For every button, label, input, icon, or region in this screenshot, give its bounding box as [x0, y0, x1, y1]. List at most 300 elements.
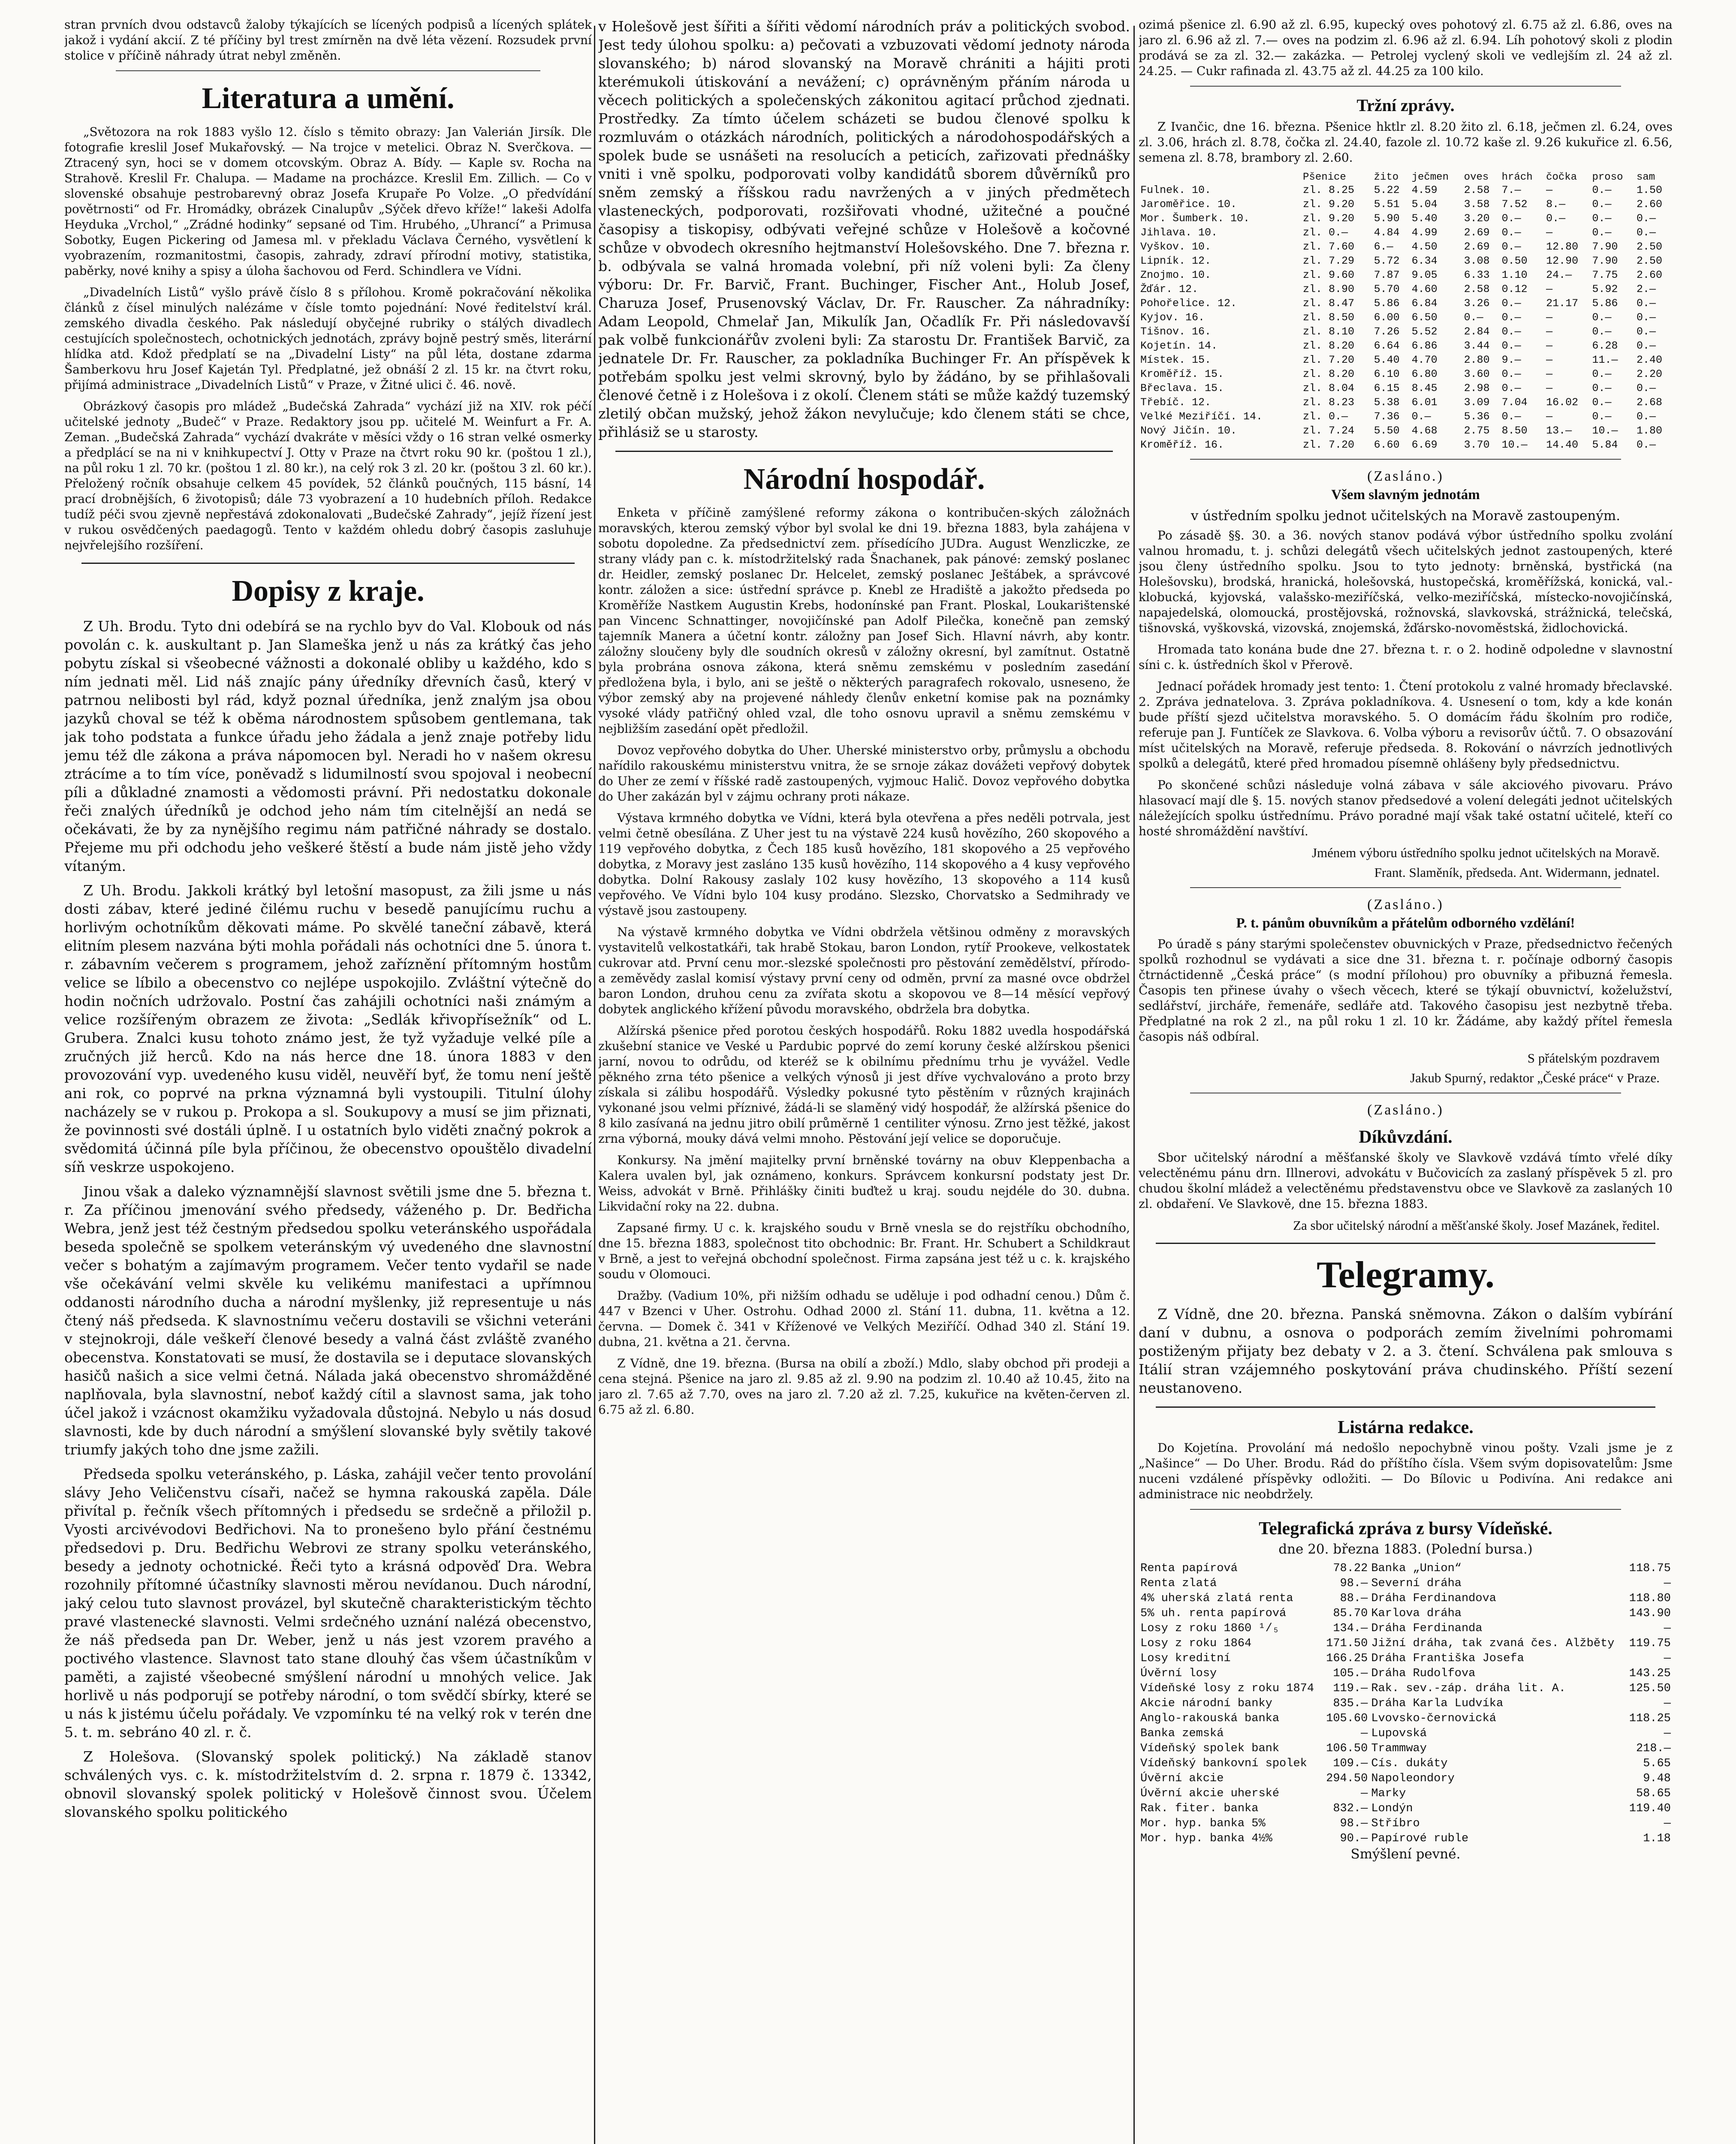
table-cell: 5.70	[1374, 283, 1400, 295]
bursa-table	[1139, 1561, 1673, 1846]
table-cell: 7.26	[1374, 325, 1400, 338]
table-cell: 13.—	[1546, 425, 1572, 437]
bursa-item-name: Karlova dráha	[1371, 1607, 1462, 1620]
table-cell: —	[1546, 325, 1553, 338]
section-title-trzni-zpravy: Tržní zprávy.	[1356, 96, 1455, 115]
paragraph: Z Vídně, dne 20. března. Panská sněmovna. Zákon o dalším vybírání daní v dubnu, a osnova o podporách zemím živelními pohromami postiženým přijaty bez debaty v 2. a 3. čtení. Schválena pak smlouva s Itálií stran vzájemného poskytování práva chudinského. Příští sezení neustanoveno.	[1139, 1306, 1673, 1396]
table-cell: zl. 8.04	[1303, 382, 1355, 394]
table-cell: 1.50	[1636, 184, 1662, 196]
table-cell: 0.—	[1636, 226, 1656, 239]
table-cell: 24.—	[1546, 269, 1572, 281]
market-prices-table	[1139, 172, 1673, 452]
bursa-item-name: Londýn	[1371, 1802, 1413, 1815]
table-cell: 11.—	[1592, 354, 1618, 366]
signature: Frant. Slaměník, předseda. Ant. Widermann, jednatel.	[1374, 865, 1660, 880]
signature: Za sbor učitelský národní a měšťanské školy. Josef Mazánek, ředitel.	[1293, 1218, 1660, 1233]
table-row	[1139, 296, 1673, 310]
table-cell: 6.69	[1411, 439, 1438, 451]
table-cell: 0.—	[1501, 410, 1521, 423]
notice-subheading: v ústředním spolku jednot učitelských na Moravě zastoupeným.	[1190, 508, 1621, 524]
table-cell: Kroměříž. 16.	[1140, 439, 1224, 451]
paragraph: Z Uh. Brodu. Tyto dni odebírá se na rychlo byv do Val. Klobouk od nás povolán c. k. auskultant p. Jan Slameška jenž u nás za krátký čas jeho pobytu získal si všeobecné vážnosti a dokonalé obliby u každého, kdo s ním jednati měl. Lid náš znajíc pány úředníky dřevních časů, který v patrnou nelibosti byl rád, když poznal úředníka, jenž znalým jsa obou jazyků choval se též k oběma národnostem spůsobem gentlemana, tak jak toho podstata a funkce úřadu jeho žádala a jenž znaje potřeby lidu jemu též dle zákona a práva nápomocen byl. Neradi ho v našem okresu ztrácíme a to tím více, poněvadž s lidumilností svou spojoval i neobecní píli a důkladné znamosti a vědomosti právní. Při nedostatku dokonale řeči znalých úředníků je odchod jeho nám tím citelnější an nedá se očekávati, že by za nynějšího regimu nám patřičné náhrady se dostalo. Přejeme mu při odchodu jeho veškeré štěstí a bude nám jistě jeho vždy vítaným.	[64, 618, 592, 874]
table-cell: —	[1546, 226, 1553, 239]
table-cell: 3.09	[1464, 396, 1490, 409]
bursa-item-value: —	[1361, 1787, 1368, 1800]
bursa-item-name: Severní dráha	[1371, 1577, 1462, 1590]
paragraph: Po skončené schůzi následuje volná zábava v sále akciového pivovaru. Právo hlasovací mají dle §. 15. nových stanov předsedové a volení delegáti jednot učitelských náležejících spolku ústřednímu. Právo poradné mají však také ostatní učitelé, kteří co hosté shromáždění navštíví.	[1139, 778, 1673, 838]
table-cell: 0.—	[1592, 212, 1612, 225]
bursa-item-value: 118.75	[1629, 1562, 1671, 1575]
table-cell: 0.—	[1636, 311, 1656, 324]
table-cell: 5.04	[1411, 198, 1438, 211]
table-row	[1139, 339, 1673, 353]
bursa-item-value: 835.—	[1333, 1697, 1368, 1710]
table-cell: Pohořelice. 12.	[1140, 297, 1237, 310]
table-cell: 0.—	[1464, 311, 1483, 324]
table-cell: 2.50	[1636, 255, 1662, 267]
bursa-item-value: 166.25	[1326, 1652, 1368, 1665]
table-row	[1139, 1561, 1673, 1576]
table-cell: 5.40	[1411, 212, 1438, 225]
bursa-item-value: 171.50	[1326, 1637, 1368, 1650]
table-cell: 2.58	[1464, 184, 1490, 196]
table-cell: 0.—	[1501, 368, 1521, 380]
table-cell: 10.—	[1592, 425, 1618, 437]
signature: S přátelským pozdravem	[1527, 1051, 1660, 1066]
divider	[1190, 1509, 1621, 1510]
table-header-cell: proso	[1592, 172, 1623, 183]
table-cell: 7.75	[1592, 269, 1618, 281]
table-cell: 0.—	[1501, 226, 1521, 239]
paragraph: Na výstavě krmného dobytka ve Vídni obdržela většinou odměny z moravských vystavitelů velkostatkáři, tak hrabě Stokau, baron London, rytíř Prookeve, velkostatek cukrovar atd. První cenu mor.-slezské společnosti pro pěstování zemědělství, přírodo- a zeměvědy zaslal komisí výstavy první ceny od odměn, první za masné ovce obdržel baron London, druhou cenu za zvířata skotu a skopovou ve 8—14 měsící vepřový dobytek anglického křížení původu moravského, obdržela bra dobytka.	[598, 925, 1130, 1016]
table-cell: zl. 8.50	[1303, 311, 1355, 324]
article-continuation: stran prvních dvou odstavců žaloby týkajících se lícených podpisů a lícených splátek jakož i vydání akcií. Z té příčiny byl trest zmírněn na dvě léta vězení. Rozsudek první stolice v příčině náhrady útrat nebyl změněn.	[64, 18, 592, 63]
table-cell: zl. 8.47	[1303, 297, 1355, 310]
table-cell: —	[1546, 283, 1553, 295]
table-cell: 3.20	[1464, 212, 1490, 225]
bursa-item-value: 118.80	[1629, 1592, 1671, 1605]
table-cell: —	[1546, 311, 1553, 324]
table-header-cell: žito	[1374, 172, 1399, 183]
bursa-item-value: 294.50	[1326, 1772, 1368, 1785]
paragraph: Z Holešova. (Slovanský spolek politický.) Na základě stanov schválených vys. c. k. místodržitelstvím d. 2. srpna r. 1879 č. 13342, obnovil slovanský spolek politický v Holešově činnost svou. Účelem slovanského spolku politického	[64, 1748, 592, 1820]
bursa-item-value: 832.—	[1333, 1802, 1368, 1815]
table-header-cell: ječmen	[1411, 172, 1449, 183]
table-row	[1139, 226, 1673, 240]
section-title-listarna: Listárna redakce.	[1338, 1418, 1474, 1437]
table-cell: Místek. 15.	[1140, 354, 1212, 366]
table-cell: 0.—	[1501, 212, 1521, 225]
notice-heading: Díkůvzdání.	[1359, 1127, 1453, 1147]
table-cell: 7.36	[1374, 410, 1400, 423]
table-cell: 14.40	[1546, 439, 1579, 451]
table-row	[1139, 1756, 1673, 1771]
table-row	[1139, 1726, 1673, 1741]
table-row	[1139, 240, 1673, 254]
table-row	[1139, 410, 1673, 424]
divider	[1156, 1243, 1655, 1244]
table-cell: 6.80	[1411, 368, 1438, 380]
table-cell: 6.28	[1592, 340, 1618, 352]
table-row	[1139, 1666, 1673, 1681]
bursa-item-value: 9.48	[1643, 1772, 1671, 1785]
table-row	[1139, 1576, 1673, 1591]
table-cell: 5.50	[1374, 425, 1400, 437]
table-cell: 7.87	[1374, 269, 1400, 281]
table-cell: 9.05	[1411, 269, 1438, 281]
table-row	[1139, 1651, 1673, 1666]
bursa-item-name: 5% uh. renta papírová	[1140, 1607, 1287, 1620]
table-row	[1139, 325, 1673, 339]
table-row	[1139, 1771, 1673, 1786]
table-cell: Lipník. 12.	[1140, 255, 1212, 267]
table-cell: 9.—	[1501, 354, 1521, 366]
bursa-item-value: —	[1664, 1817, 1671, 1830]
table-cell: Břeclava. 15.	[1140, 382, 1224, 394]
bursa-item-name: Banka „Union“	[1371, 1562, 1462, 1575]
table-cell: 3.26	[1464, 297, 1490, 310]
paragraph: Předseda spolku veteránského, p. Láska, zahájil večer tento provolání slávy Jeho Veličenstvu císaři, načež se hymna rakouská zapěla. Dále přivítal p. řečník všech přítomných i předsedu se srdečně a přiložil p. Vyosti arcivévodovi Bedřichovi. Na to pronešeno bylo přání čestnému předsedovi p. Dru. Bedřichu Webrovi ze strany spolku veteránského, besedy a jednoty ochotnické. Řeči tyto a krásná odpověď Dra. Webra rozohnily přítomné účastníky slavnosti měrou nevídanou. Duch národní, jaký celou tuto slavnost provázel, byl skutečně charakteristickým těchto pravé vlastenecké slavnosti. Velmi srdečného uznání nalézá obecenstvo, že náš předseda pan Dr. Weber, jenž u nás jest vzorem pravého a poctivého vlastence. Slavnost tato stane dlouhý čas všem účastníkům v paměti, a zajisté všeobecné smýšlení národní u mnohých velice. Jak horlivě u nás podporují se potřeby národní, o tom svědčí sbírky, které se u nás k jistému účelu pořádaly. Ve vzpomínku té na velký rok v terén dne 5. t. m. sebráno 40 zl. r. č.	[64, 1466, 592, 1740]
table-cell: 6.15	[1374, 382, 1400, 394]
bursa-item-name: Mor. hyp. banka 4½%	[1140, 1832, 1272, 1845]
section-title-dopisy: Dopisy z kraje.	[232, 575, 425, 608]
table-cell: 2.—	[1636, 283, 1656, 295]
table-cell: 6.10	[1374, 368, 1400, 380]
table-header-cell: oves	[1464, 172, 1489, 183]
bursa-item-value: 88.—	[1340, 1592, 1368, 1605]
table-cell: zl. 9.20	[1303, 198, 1355, 211]
table-cell: 6.33	[1464, 269, 1490, 281]
table-cell: Třebíč. 12.	[1140, 396, 1212, 409]
table-row	[1139, 211, 1673, 226]
table-cell: 0.—	[1411, 410, 1431, 423]
bursa-item-name: Úvěrní akcie uherské	[1140, 1787, 1280, 1800]
table-cell: 5.51	[1374, 198, 1400, 211]
table-cell: zl. 8.20	[1303, 340, 1355, 352]
bursa-item-value: 85.70	[1333, 1607, 1368, 1620]
table-cell: 0.—	[1636, 439, 1656, 451]
table-cell: 0.—	[1592, 325, 1612, 338]
bursa-item-name: Marky	[1371, 1787, 1406, 1800]
bursa-item-name: Lvovsko-černovická	[1371, 1712, 1496, 1725]
table-cell: 2.50	[1636, 241, 1662, 253]
table-row	[1139, 1621, 1673, 1636]
table-cell: 5.52	[1411, 325, 1438, 338]
table-cell: 0.—	[1501, 311, 1521, 324]
table-cell: 0.—	[1636, 212, 1656, 225]
bursa-item-name: Papírové ruble	[1371, 1832, 1469, 1845]
bursa-item-name: Lupovská	[1371, 1727, 1427, 1740]
bursa-item-value: 105.60	[1326, 1712, 1368, 1725]
paragraph: Do Kojetína. Provolání má nedošlo nepochybně vinou pošty. Vzali jsme je z „Našince“ — Do Uher. Brodu. Rád do příštího čísla. Všem svým dopisovatelům: Jsme nuceni vzdálené příspěvky odložiti. — Do Bílovic u Podivína. Ani redakce ani administrace nic neobdržely.	[1139, 1441, 1673, 1501]
table-row	[1139, 1711, 1673, 1726]
table-row	[1139, 353, 1673, 367]
bursa-item-value: —	[1664, 1697, 1671, 1710]
divider	[615, 451, 1113, 452]
notice-heading: P. t. pánům obuvníkům a přátelům odborného vzdělání!	[1236, 915, 1575, 931]
paragraph: Konkursy. Na jmění majitelky první brněnské továrny na obuv Kleppenbacha a Kalera uvalen byl, jak oznámeno, konkurs. Správcem konkursní podstaty jest Dr. Weiss, advokát v Brně. Přihlášky činiti buďtež u kraj. soudu nejdéle do 30. dubna. Likvidační roky na 22. dubna.	[598, 1153, 1130, 1214]
table-cell: zl. 8.25	[1303, 184, 1355, 196]
paragraph: Alžírská pšenice před porotou českých hospodářů. Roku 1882 uvedla hospodářská zkušební stanice ve Veské u Pardubic poprvé do zemí koruny české alžírskou pšenici jarní, novou to odrůdu, od kteréž se k obilnímu přednímu trhu je vyvážel. Vedle pěkného zrna této pšenice a velkých výnosů ji jest dříve vychvalováno a proto brzy získala si zálibu hospodářů. Výsledky pokusné tyto pěstěním v různých krajinách vykonané jsou velmi příznivé, žádá-li se slaměný vidý hospodář, že alžírská pšenice do 8 kilo zasívaná na jednu jitro obilí průměrně 1 centiliter výnosu. Zrno jest těžké, jakost zrna výborná, mouky dává velmi mnoho. Pěstování její velice se doporučuje.	[598, 1024, 1130, 1146]
signature: Jakub Spurný, redaktor „České práce“ v Praze.	[1410, 1070, 1660, 1085]
paragraph: Obrázkový časopis pro mládež „Budečská Zahrada“ vychází již na XIV. rok péčí učitelské jednoty „Budeč“ v Praze. Redaktory jsou pp. učitelé M. Weinfurt a Fr. A. Zeman. „Budečská Zahrada“ vychází dvakráte v měsíci vždy o 16 stran velké osmerky a předplácí se na ni v knihkupectví J. Otty v Praze na čtvrt roku 90 kr. (poštou 1 zl.), na půl roku 1 zl. 70 kr. (poštou 1 zl. 80 kr.), na celý rok 3 zl. 20 kr. (poštou 3 zl. 60 kr.). Přeložený ročník obsahuje celkem 45 povídek, 52 článků poučných, 115 básní, 14 prací drobnějších, 6 životopisů; dále 73 vyobrazení a 10 hudebních příloh. Redakce tudíž péči svou zjevně nepřestává zdokonalovati „Budečské Zahrady“, jejíž řízení jest v rukou osvědčených paedagogů. Tento v každém ohledu dobrý časopis zasluhuje nejvřelejšího rozšíření.	[64, 399, 592, 552]
table-cell: 3.60	[1464, 368, 1490, 380]
zaslano-label: (Zasláno.)	[1367, 897, 1444, 912]
table-cell: 2.20	[1636, 368, 1662, 380]
table-cell: 2.60	[1636, 198, 1662, 211]
table-cell: Nový Jičín. 10.	[1140, 425, 1237, 437]
table-cell: 6.60	[1374, 439, 1400, 451]
notice-heading: Všem slavným jednotám	[1331, 487, 1480, 503]
bursa-item-value: 105.—	[1333, 1667, 1368, 1680]
bursa-item-name: Anglo-rakouská banka	[1140, 1712, 1280, 1725]
table-cell: 5.36	[1464, 410, 1490, 423]
table-cell: 0.12	[1501, 283, 1528, 295]
bursa-date: dne 20. března 1883. (Polední bursa.)	[1278, 1542, 1533, 1557]
paragraph: Enketa v příčině zamýšlené reformy zákona o kontribučen-ských záložnách moravských, kterou zemský výbor byl svolal ke dni 19. března 1883, byla zahájena v sobotu dopoledne. Za předsednictví zem. přísedícího JUDra. August Wenzliczke, ze strany vlády pan c. k. místodržitelský rada Šnachanek, pak pánové: zemský poslanec dr. Heidler, zemský poslanec Dr. Helcelet, zemský poslanec Ještábek, a správcové kontr. záložen a sice: ústřední správce p. Knebl ze Hradiště a jakožto předseda po Kroměříže Nastkem Augustin Krebs, hodonínské pan Frant. Ploskal, Loukarištenské pan Vincenc Schnattinger, novojičínské pan Adolf Pilečka, konečně pan zemský tajemník Manera a účetní kontr. záložny pan Josef Sich. Hlavní návrh, aby kontr. záložny sloučeny byly dle soudních okresů v záložny okresní, byl zamítnut. Ostatně byla probrána osnova zákona, která sněmu zemskému v posledním zasedání předložena byla, i bylo, ani se ještě o některých paragrafech rokovalo, usneseno, že výbor zemský aby na projevené náhledy členův enketní komise pak na poznámky vysoké vlády patřičný ohled vzal, dle toho osnovu upravil a sněmu zemskému v nejbližším zasedání opět předložil.	[598, 506, 1130, 736]
table-cell: 8.50	[1501, 425, 1528, 437]
table-cell: 2.69	[1464, 226, 1490, 239]
table-cell: zl. 8.23	[1303, 396, 1355, 409]
table-cell: 7.04	[1501, 396, 1528, 409]
bursa-item-value: 98.—	[1340, 1577, 1368, 1590]
table-cell: 6.50	[1411, 311, 1438, 324]
bursa-item-name: Losy z roku 1860 ¹/₅	[1140, 1622, 1280, 1635]
paragraph: Sbor učitelský národní a měšťanské školy ve Slavkově vzdává tímto vřelé díky velectěnému pánu drn. Illnerovi, advokátu v Bučovicích za zaslaný příspěvek 5 zl. pro chudou školní mládež a velectěnému představenstvu obce ve Slavkově za zaslaných 10 zl. obdaření. Ve Slavkově, dne 15. března 1883.	[1139, 1150, 1673, 1211]
table-cell: 12.90	[1546, 255, 1579, 267]
bursa-item-name: 4% uherská zlatá renta	[1140, 1592, 1293, 1605]
table-cell: Kyjov. 16.	[1140, 311, 1205, 324]
divider	[81, 563, 575, 564]
bursa-item-value: —	[1664, 1727, 1671, 1740]
table-cell: Znojmo. 10.	[1140, 269, 1212, 281]
table-cell: 0.—	[1592, 382, 1612, 394]
bursa-item-name: Akcie národní banky	[1140, 1697, 1272, 1710]
table-cell: 0.—	[1636, 340, 1656, 352]
table-cell: 2.98	[1464, 382, 1490, 394]
table-cell: 0.—	[1592, 396, 1612, 409]
table-cell: Velké Meziříčí. 14.	[1140, 410, 1263, 423]
bursa-item-name: Losy z roku 1864	[1140, 1637, 1252, 1650]
table-cell: 0.—	[1636, 325, 1656, 338]
table-header-cell: hrách	[1501, 172, 1533, 183]
table-cell: 0.—	[1592, 311, 1612, 324]
table-cell: zl. 7.24	[1303, 425, 1355, 437]
bursa-item-name: Vídeňský bankovní spolek	[1140, 1757, 1307, 1770]
table-row	[1139, 1786, 1673, 1801]
table-cell: 2.75	[1464, 425, 1490, 437]
bursa-item-name: Úvěrní akcie	[1140, 1772, 1224, 1785]
table-cell: —	[1546, 340, 1553, 352]
table-cell: 1.10	[1501, 269, 1528, 281]
table-row	[1139, 381, 1673, 395]
table-cell: 2.80	[1464, 354, 1490, 366]
table-cell: 5.84	[1592, 439, 1618, 451]
table-cell: 0.—	[1636, 297, 1656, 310]
paragraph: Zapsané firmy. U c. k. krajského soudu v Brně vnesla se do rejstříku obchodního, dne 15. března 1883, společnost tito obchodnic: Br. Frant. Hr. Schubert a Schildkraut v Brně, a jest to veřejná obchodní společnost. Firma zapsána jest též u c. k. krajského soudu v Olomouci.	[598, 1221, 1130, 1281]
bursa-item-value: 119.40	[1629, 1802, 1671, 1815]
zaslano-label: (Zasláno.)	[1367, 468, 1444, 484]
table-row	[1139, 254, 1673, 268]
table-header-cell	[1139, 172, 1301, 183]
bursa-item-name: Vídeňský spolek bank	[1140, 1742, 1280, 1755]
divider	[116, 70, 540, 71]
table-cell: zl. 9.20	[1303, 212, 1355, 225]
table-row	[1139, 424, 1673, 438]
section-title-literatura: Literatura a umění.	[202, 82, 455, 115]
table-cell: 2.58	[1464, 283, 1490, 295]
table-cell: 8.45	[1411, 382, 1438, 394]
paragraph: Dražby. (Vadium 10%, při nižším odhadu se uděluje i pod odhadní cenou.) Dům č. 447 v Bzenci v Uher. Ostrohu. Odhad 2000 zl. Stání 11. dubna, 11. května a 12. června. — Domek č. 341 v Kříženové ve Velkých Meziříčí. Odhad 340 zl. Stání 19. dubna, 21. května a 21. června.	[598, 1289, 1130, 1349]
table-cell: 1.80	[1636, 425, 1662, 437]
table-cell: —	[1546, 184, 1553, 196]
table-row	[1139, 1636, 1673, 1651]
table-cell: Jihlava. 10.	[1140, 226, 1218, 239]
table-row	[1139, 268, 1673, 282]
table-cell: 0.—	[1636, 382, 1656, 394]
bursa-item-value: 90.—	[1340, 1832, 1368, 1845]
table-cell: —	[1546, 354, 1553, 366]
table-row	[1139, 1696, 1673, 1711]
bursa-item-name: Renta zlatá	[1140, 1577, 1217, 1590]
table-cell: 7.52	[1501, 198, 1528, 211]
bursa-item-value: 134.—	[1333, 1622, 1368, 1635]
bursa-item-value: 125.50	[1629, 1682, 1671, 1695]
bursa-item-value: 58.65	[1636, 1787, 1671, 1800]
paragraph: v Holešově jest šířiti a šířiti vědomí národních práv a politických svobod. Jest tedy úlohou spolku: a) pečovati a vzbuzovati vědomí jednoty národa slovanského; b) národ slovanský na Moravě chrániti a hájiti proti kterémukoli útiskování a nevážení; c) oprávněným přáním národa u věcech politických a společenských zákonitou agitací průchod zjednati. Prostředky. Za tímto účelem scházeti se budou členové spolku k rozmluvám o otázkách národních, politických a národohospodářských a spolek bude se usnášeti na resolucích a peticích, zařizovati přednášky vniti i vně spolku, podporovati volby kandidátů sborem důvěrníků pro sněm zemský a říšskou radu navržených a v jiných předmětech vlasteneckých, podporovati, rozšiřovati vhodné, užitečné a poučné časopisy a tiskopisy, odbývati veřejné schůze v Holešově a kočovné schůze v obvodech okresního hejtmanství Holešovského. Dne 7. března r. b. odbývala se valná hromada volební, při níž voleni byli: Za členy výboru: Dr. Fr. Barvič, Frant. Buchinger, Fischer Ant., Holub Josef, Charuza Josef, Prusenovský Václav, Dr. Fr. Rauscher. Za náhradníky: Adam Leopold, Chmelař Jan, Mikulík Jan, Očadlík Fr. Při následovavší pak volbě funkcionářův zvoleni byli: Za starostu Dr. František Barvič, za jednatele Dr. Fr. Rauscher, za pokladníka Buchinger Fr. An příspěvek k potřebám spolku jest velmi skrovný, bylo by žádáno, by se přihlašovali členové četně i z Holešova i z okolí. Členem státi se může každý tuzemský zletilý občan mužský, jehož žákon nevylučuje; kdo členem státi se chce, přihlásiž se u starosty.	[598, 18, 1130, 440]
bursa-item-value: 106.50	[1326, 1742, 1368, 1755]
table-cell: —	[1546, 382, 1553, 394]
table-cell: 3.08	[1464, 255, 1490, 267]
table-row	[1139, 1591, 1673, 1606]
table-cell: 2.68	[1636, 396, 1662, 409]
table-cell: 5.92	[1592, 283, 1618, 295]
paragraph: Jinou však a daleko významnější slavnost světili jsme dne 5. března t. r. Za příčinou jmenování svého předsedy, váženého p. Dr. Bedřicha Webra, jenž jest též čestným předsedou spolku veteránského uspořádala beseda společně se spolkem veteránským vý uvedeného dne slavnostní večer s bohatým a zajímavým programem. Večer tento vydařil se nade vše očekávání velmi skvěle ku velikému manifestaci a upřímnou oddanosti národního ducha a národní myšlenky, již representuje u nás čtený náš předseda. K slavnostnímu večeru dostavili se všichni veteráni v stejnokroji, dále veškeří členové besedy a valná část zvláště zvaného obecenstva. Konstatovati se musí, že dostavila se i deputace slovanských hasičů našich a sice velmi četná. Nálada jaká obecenstvo shromážděné naplňovala, byla slavnostní, neboť každý cítil a slavnost sama, jak toho účel jakož i vzácnost okamžiku vyžadovala důstojná. Nebylo u nás dosud slavnosti, kde by duch národní a smýšlení slovanské byly světily takové triumfy jakých toho dne jsme zažili.	[64, 1183, 592, 1458]
bursa-item-name: Rak. sev.-záp. dráha lit. A.	[1371, 1682, 1566, 1695]
table-cell: 4.50	[1411, 241, 1438, 253]
paragraph: Dovoz vepřového dobytka do Uher. Uherské ministerstvo orby, průmyslu a obchodu nařídilo rakouskému ministerstvu vnitra, že se srnoje zákaz dovážeti vepřový dobytek do Uher ze zemí v říšské radě zastoupených, vyjmouc Halič. Dovoz vepřového dobytka do Uher zakázán byl v zájmu ochrany proti nákaze.	[598, 743, 1130, 804]
table-cell: 12.80	[1546, 241, 1579, 253]
table-cell: zl. 0.—	[1303, 410, 1348, 423]
table-cell: 0.—	[1592, 226, 1612, 239]
table-cell: Tišnov. 16.	[1140, 325, 1212, 338]
table-cell: 6.00	[1374, 311, 1400, 324]
bursa-item-value: 119.75	[1629, 1637, 1671, 1650]
bursa-item-value: 98.—	[1340, 1817, 1368, 1830]
bursa-item-name: Napoleondory	[1371, 1772, 1455, 1785]
table-cell: 8.—	[1546, 198, 1566, 211]
bursa-item-name: Banka zemská	[1140, 1727, 1224, 1740]
paragraph: Hromada tato konána bude dne 27. března t. r. o 2. hodině odpoledne v slavnostní síni c. k. ústředních škol v Přerově.	[1139, 642, 1673, 672]
table-header-cell: sam	[1636, 172, 1655, 183]
table-cell: 4.59	[1411, 184, 1438, 196]
bursa-item-name: Úvěrní losy	[1140, 1667, 1217, 1680]
table-header-cell: čočka	[1546, 172, 1577, 183]
paragraph: Z Ivančic, dne 16. března. Pšenice hktlr zl. 8.20 žito zl. 6.18, ječmen zl. 6.24, oves zl. 3.06, hrách zl. 8.78, čočka zl. 24.40, fazole zl. 10.72 kaše zl. 9.26 kukuřice zl. 6.56, semena zl. 8.78, brambory zl. 2.60.	[1139, 120, 1673, 165]
paragraph: „Divadelních Listů“ vyšlo právě číslo 8 s přílohou. Kromě pokračování několika článků z čísel minulých nalézáme v čísle tomto pojednání: Nové ředitelství král. zemského divadla českého. Pak následují obyčejné rubriky o stálých divadlech cestujících společnostech, ochotnických jednotách, zprávy bojně pestrý směs, literární hlídka atd. Kdož předplatí se na „Divadelní Listy“ na půl léta, dostane zdarma Šamberkovu hru Josef Kajetán Tyl. Předplatné, jež obnáší 2 zl. 15 kr. na čtvrt roku, přijímá administrace „Divadelních Listů“ v Praze, v Žitné ulici č. 46. nově.	[64, 285, 592, 392]
bursa-item-name: Dráha Ferdinanda	[1371, 1622, 1483, 1635]
paragraph: Po úradě s pány starými společenstev obuvnických v Praze, předsednictvo řečených spolků rozhodnul se vydávati a sice dne 31. března t. r. počínaje odborný časopis čtrnáctidenně „Česká práce“ (s modní přílohou) pro obuvníky a přibuzná řemesla. Časopis ten přinese úvahy o všech věcech, které se týkají obuvnictví, koželužství, sedlářství, jircháře, řemenáře, sedláře atd. Takového časopisu jest nezbytně třeba. Předplatné na rok 2 zl., na půl roku 1 zl. 10 kr. Žádáme, aby každý přítel řemesla časopis náš odbíral.	[1139, 937, 1673, 1044]
table-cell: 0.—	[1636, 410, 1656, 423]
divider	[1190, 459, 1621, 460]
bursa-item-name: Dráha Rudolfova	[1371, 1667, 1476, 1680]
table-cell: Mor. Šumberk. 10.	[1140, 212, 1250, 225]
table-cell: 4.70	[1411, 354, 1438, 366]
table-cell: zl. 0.—	[1303, 226, 1348, 239]
divider	[1190, 86, 1621, 87]
column-2	[598, 17, 1130, 2144]
table-cell: 0.50	[1501, 255, 1528, 267]
bursa-item-value: 109.—	[1333, 1757, 1368, 1770]
table-cell: 6.86	[1411, 340, 1438, 352]
table-header-row	[1139, 172, 1673, 183]
table-cell: Vyškov. 10.	[1140, 241, 1212, 253]
table-cell: zl. 9.60	[1303, 269, 1355, 281]
bursa-item-name: Jižní dráha, tak zvaná čes. Alžběty	[1371, 1637, 1615, 1650]
bursa-item-name: Losy kreditní	[1140, 1652, 1231, 1665]
bursa-item-name: Dráha Františka Josefa	[1371, 1652, 1524, 1665]
table-cell: 4.84	[1374, 226, 1400, 239]
bursa-item-value: —	[1361, 1727, 1368, 1740]
bursa-item-value: 218.—	[1636, 1742, 1671, 1755]
bursa-item-name: Cís. dukáty	[1371, 1757, 1448, 1770]
bursa-item-value: —	[1664, 1577, 1671, 1590]
table-cell: —	[1546, 368, 1553, 380]
table-cell: 10.—	[1501, 439, 1528, 451]
section-title-narodni-hospodar: Národní hospodář.	[743, 463, 985, 496]
zaslano-label: (Zasláno.)	[1367, 1102, 1444, 1118]
table-row	[1139, 183, 1673, 197]
table-cell: zl. 7.20	[1303, 439, 1355, 451]
bursa-item-name: Vídeňské losy z roku 1874	[1140, 1682, 1314, 1695]
bursa-item-value: 143.25	[1629, 1667, 1671, 1680]
table-cell: Kojetín. 14.	[1140, 340, 1218, 352]
bursa-item-value: 5.65	[1643, 1757, 1671, 1770]
divider	[1190, 887, 1621, 888]
table-cell: 0.—	[1501, 382, 1521, 394]
column-rule	[594, 26, 595, 2144]
paragraph: Z Uh. Brodu. Jakkoli krátký byl letošní masopust, za žili jsme u nás dosti zábav, které jediné čilému ruchu v besedě panujícímu ruchu a horlivým ochotníkům děkovati máme. Po skvělé taneční zábavě, která elitním plesem nazvána býti mohla pořádali nás ochotníci dne 5. února t. r. zábavním večerem s programem, jehož zaříznění přítomným hostům velice se líbilo a obecenstvo co nejlépe uspokojilo. Zvláštní výtečně do hodin nočních udržovalo. Postní čas zahájili ochotníci naši známým a velice rozšířeným obrazem ze života: „Sedlák křivopřísežník“ od L. Grubera. Znalci kusu tohoto známo jest, že tyž vyžaduje velké píle a zručných již herců. Kdo na nás herce dne 18. února 1883 v den provozování vyp. uvedeného kusu viděl, neuvěří byť, že tomu není ještě ani rok, co poprvé na prkna významná byli vystoupili. Titulní úlohy nacházely se v rukou p. Prokopa a sl. Soukupovy a musí se jim přiznati, že povinnosti své dostáli úplně. I u ostatních bylo viděti značný pokrok a svědomitá účinná píle byla příčinou, že obecenstvo opouštělo divadelní síň veskrze uspokojeno.	[64, 882, 592, 1175]
table-cell: 0.—	[1501, 325, 1521, 338]
table-cell: 16.02	[1546, 396, 1579, 409]
table-cell: 0.—	[1592, 184, 1612, 196]
bursa-item-value: —	[1664, 1652, 1671, 1665]
table-cell: 6.—	[1374, 241, 1393, 253]
table-cell: 5.22	[1374, 184, 1400, 196]
bursa-item-name: Dráha Karla Ludvíka	[1371, 1697, 1504, 1710]
table-cell: 0.—	[1592, 368, 1612, 380]
table-row	[1139, 1741, 1673, 1756]
section-title-telegramy: Telegramy.	[1317, 1254, 1495, 1296]
table-cell: 0.—	[1592, 410, 1612, 423]
table-cell: 4.68	[1411, 425, 1438, 437]
table-row	[1139, 395, 1673, 410]
table-cell: 2.60	[1636, 269, 1662, 281]
bursa-footer: Smýšlení pevné.	[1350, 1846, 1461, 1862]
table-row	[1139, 367, 1673, 381]
bursa-item-name: Stříbro	[1371, 1817, 1420, 1830]
table-cell: Žďár. 12.	[1140, 283, 1199, 295]
paragraph: Z Vídně, dne 19. března. (Bursa na obilí a zboží.) Mdlo, slaby obchod při prodeji a cena stejná. Pšenice na jaro zl. 9.85 až zl. 9.90 na podzim zl. 10.40 až 10.45, žito na jaro zl. 7.65 až 7.70, oves na jaro zl. 7.20 až zl. 7.25, kukuřice na květen-červen zl. 6.75 až zl. 6.80.	[598, 1356, 1130, 1417]
table-row	[1139, 1816, 1673, 1831]
bursa-item-name: Dráha Ferdinandova	[1371, 1592, 1496, 1605]
table-cell: zl. 8.90	[1303, 283, 1355, 295]
table-cell: 7.—	[1501, 184, 1521, 196]
table-cell: 5.38	[1374, 396, 1400, 409]
bursa-item-value: 1.18	[1643, 1832, 1671, 1845]
table-cell: 6.34	[1411, 255, 1438, 267]
table-cell: 4.99	[1411, 226, 1438, 239]
